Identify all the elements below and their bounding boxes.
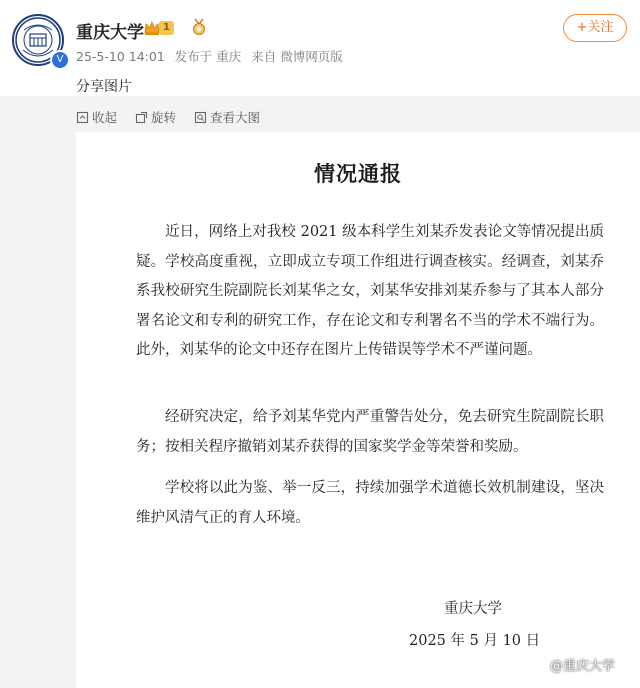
post-location: 发布于 重庆 bbox=[174, 49, 242, 64]
notice-image[interactable] bbox=[76, 132, 640, 688]
weibo-logo-icon bbox=[530, 658, 546, 672]
verified-badge-icon: V bbox=[50, 50, 70, 70]
post-time[interactable]: 25-5-10 14:01 bbox=[76, 49, 165, 64]
notice-paragraph-1: 近日，网络上对我校 2021 级本科学生刘某乔发表论文等情况提出质疑。学校高度重视，立即成立专项工作组进行调查核实。经调查，刘某乔系我校研究生院副院长刘某华之女，刘某华安排刘某乔参与了其本人部分署名论文和专利的研究工作，存在论文和专利署名不当的学术不端行为。此外，刘某华的论文中还存在图片上传错误等学术不严谨问题。 bbox=[136, 224, 604, 358]
notice-signature: 重庆大学 bbox=[444, 601, 502, 617]
post-source: 来自 微博网页版 bbox=[251, 49, 343, 64]
watermark-text: @重庆大学 bbox=[550, 659, 616, 674]
follow-button[interactable]: +关注 bbox=[563, 14, 627, 42]
collapse-label: 收起 bbox=[92, 110, 118, 125]
image-toolbar bbox=[76, 108, 278, 126]
vip-level: 1 bbox=[159, 21, 174, 35]
view-large-button[interactable] bbox=[194, 108, 260, 126]
zoom-icon bbox=[194, 111, 207, 124]
vip-badge[interactable] bbox=[143, 19, 174, 37]
medal-icon[interactable] bbox=[190, 18, 208, 36]
author-name[interactable]: 重庆大学 bbox=[76, 23, 144, 43]
notice-paragraph-3: 学校将以此为鉴、举一反三，持续加强学术道德长效机制建设，坚决维护风清气正的育人环境。 bbox=[136, 480, 604, 526]
notice-date: 2025 年 5 月 10 日 bbox=[409, 633, 541, 649]
weibo-watermark bbox=[530, 655, 615, 674]
rotate-button[interactable] bbox=[135, 108, 176, 126]
rotate-label: 旋转 bbox=[151, 110, 177, 125]
post-header bbox=[0, 0, 640, 96]
notice-title: 情况通报 bbox=[314, 161, 402, 186]
collapse-icon bbox=[76, 111, 89, 124]
view-large-label: 查看大图 bbox=[210, 110, 261, 125]
rotate-icon bbox=[135, 111, 148, 124]
collapse-button[interactable] bbox=[76, 108, 117, 126]
notice-paragraph-2: 经研究决定，给予刘某华党内严重警告处分，免去研究生院副院长职务；按相关程序撤销刘某乔获得的国家奖学金等荣誉和奖励。 bbox=[136, 409, 604, 455]
post-meta bbox=[76, 47, 349, 65]
post-text: 分享图片 bbox=[76, 79, 132, 95]
